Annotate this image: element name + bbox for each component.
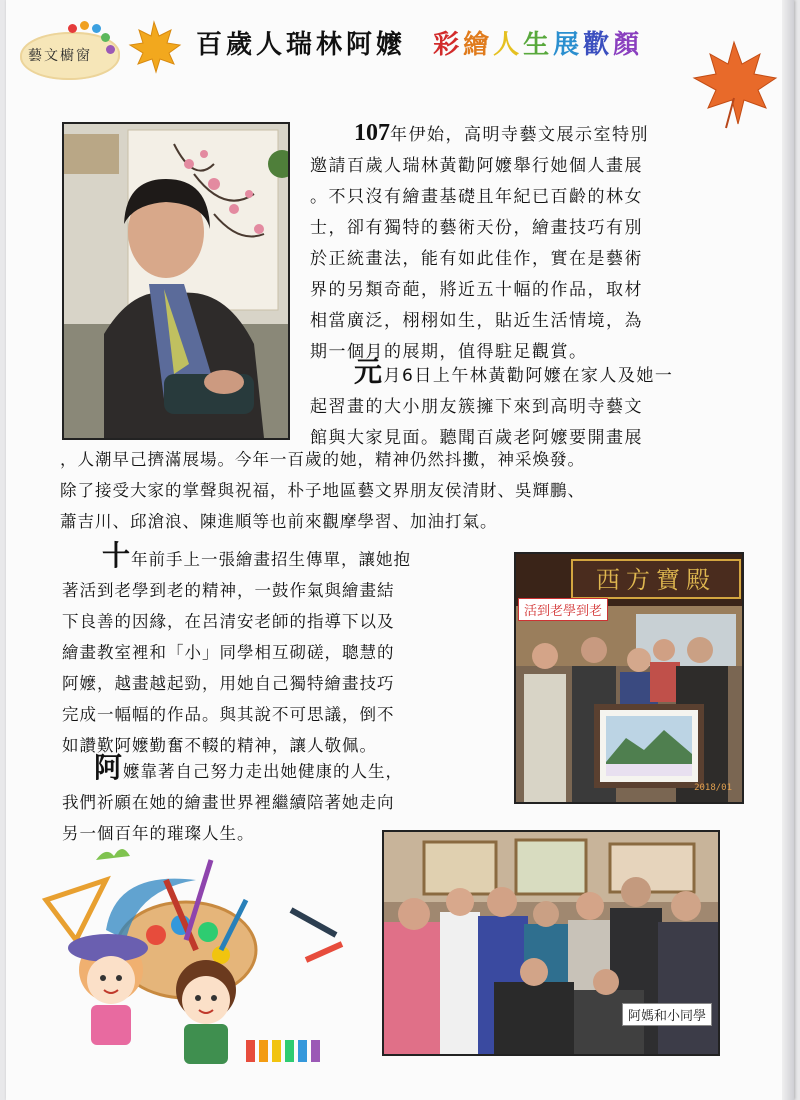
- title-colored-char: 生: [523, 30, 554, 60]
- group-photo: [382, 830, 720, 1056]
- photo-3-caption: 阿媽和小同學: [622, 1003, 712, 1026]
- paragraph-2-full-width: [60, 444, 585, 537]
- magazine-page: [6, 0, 794, 1100]
- paragraph-4-line: 嬤靠著自己努力走出她健康的人生，: [123, 762, 404, 781]
- paragraph-1-lead: 107: [354, 120, 390, 146]
- paragraph-4-lead: 阿: [94, 751, 124, 784]
- paragraph-1-line: 界的另類奇葩，將近五十幅的作品，取材: [310, 280, 643, 300]
- paragraph-1-line: 於正統畫法，能有如此佳作，實在是藝術: [310, 249, 643, 269]
- paragraph-2-line: 起習畫的大小朋友簇擁下來到高明寺藝文: [310, 397, 643, 417]
- paragraph-1-line: 。不只沒有繪畫基礎且年紀已百齡的林女: [310, 187, 643, 207]
- paragraph-3-lead: 十: [102, 539, 132, 572]
- title-colored-char: 顏: [613, 30, 644, 60]
- paragraph-1-line: 期一個月的展期，值得駐足觀賞。: [310, 342, 588, 362]
- paragraph-3-line: 阿嬤，越畫越起勁，用她自己獨特繪畫技巧: [62, 674, 395, 693]
- title-colored-char: 彩: [433, 30, 464, 60]
- paragraph-3-line: 如讚歎阿嬤勤奮不輟的精神，讓人敬佩。: [62, 736, 377, 755]
- temple-group-photo: [514, 552, 744, 804]
- portrait-photo: [62, 122, 290, 440]
- paragraph-1-line: 邀請百歲人瑞林黃勸阿嬤舉行她個人畫展: [310, 156, 643, 176]
- title-colored-char: 歡: [583, 30, 614, 60]
- paragraph-3-line: 著活到老學到老的精神，一鼓作氣與繪畫結: [62, 581, 395, 600]
- paragraph-3-line: 下良善的因緣，在呂清安老師的指導下以及: [62, 612, 395, 631]
- paragraph-1: [310, 118, 649, 368]
- title-colored-char: 人: [493, 30, 524, 60]
- page-title: [196, 24, 643, 61]
- paragraph-2-line: 蕭吉川、邱滄浪、陳進順等也前來觀摩學習、加油打氣。: [60, 512, 498, 531]
- paragraph-2-line: 館與大家見面。聽聞百歲老阿嬤要開畫展: [310, 428, 643, 448]
- paragraph-1-line: 士，卻有獨特的藝術天份，繪畫技巧有別: [310, 218, 643, 238]
- paragraph-4-line: 我們祈願在她的繪畫世界裡繼續陪著她走向: [62, 793, 395, 812]
- section-badge-label: 藝文櫥窗: [28, 48, 92, 64]
- paragraph-3-line: 完成一幅幅的作品。與其說不可思議，倒不: [62, 705, 395, 724]
- paragraph-3-line: 年前手上一張繪畫招生傳單，讓她抱: [131, 550, 412, 569]
- paragraph-4: [62, 752, 403, 849]
- title-plain: 百歲人瑞林阿嬤: [196, 30, 407, 60]
- title-colored-char: 繪: [463, 30, 494, 60]
- paragraph-2-line: 除了接受大家的掌聲與祝福，朴子地區藝文界朋友侯清財、吳輝鵬、: [60, 481, 585, 500]
- paragraph-1-line: 相當廣泛，栩栩如生，貼近生活情境，為: [310, 311, 643, 331]
- date-stamp: 2018/01: [694, 783, 732, 793]
- title-colored-char: 展: [553, 30, 584, 60]
- maple-leaf-large-icon: [686, 38, 782, 130]
- title-colored: [433, 30, 643, 60]
- paragraph-1-line: 年伊始，高明寺藝文展示室特別: [390, 125, 649, 145]
- paragraph-2-line: 月6日上午林黃勸阿嬤在家人及她一: [383, 366, 674, 386]
- temple-sign-text: 西方寶殿: [596, 566, 716, 594]
- kids-painting-clipart: [36, 840, 356, 1070]
- paragraph-2: [310, 356, 673, 454]
- maple-leaf-icon: [124, 18, 184, 76]
- photo-2-caption: 活到老學到老: [518, 598, 608, 621]
- paragraph-2-line: ，人潮早己擠滿展場。今年一百歲的她，精神仍然抖擻，神采煥發。: [60, 450, 585, 469]
- paragraph-3: [62, 540, 411, 761]
- paragraph-2-lead: 元: [354, 355, 384, 388]
- scan-edge: [782, 0, 794, 1100]
- paragraph-4-line: 另一個百年的璀璨人生。: [62, 824, 255, 843]
- paragraph-3-line: 繪畫教室裡和「小」同學相互砌磋，聰慧的: [62, 643, 395, 662]
